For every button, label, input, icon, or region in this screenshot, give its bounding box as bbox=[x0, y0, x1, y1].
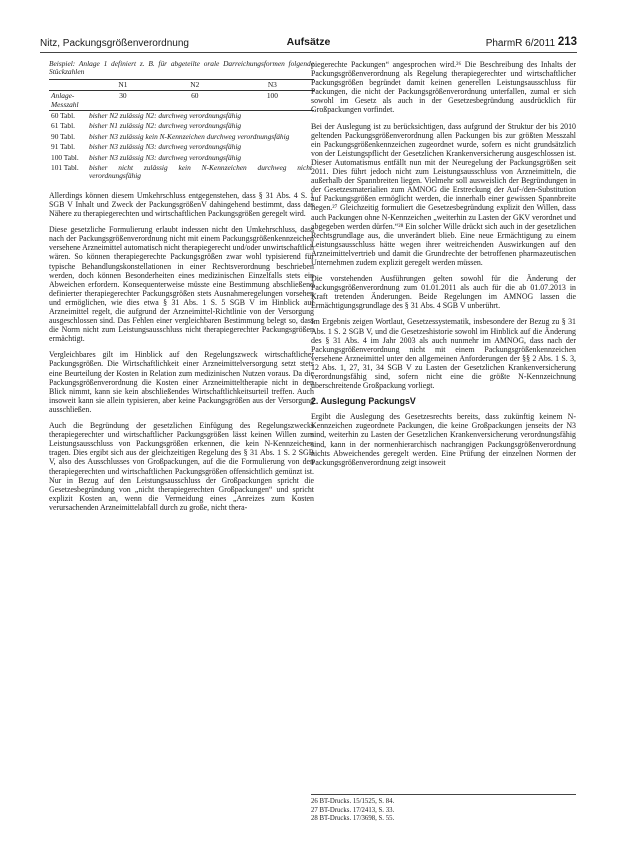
header-section: Aufsätze bbox=[286, 36, 331, 48]
table-cell-quantity: 60 Tabl. bbox=[51, 111, 75, 121]
table-cell-status: bisher N3 zulässig N3: durchweg verordnungsfähig bbox=[89, 142, 242, 152]
table-cell-quantity: 101 Tabl. bbox=[51, 163, 79, 173]
body-paragraph: Die vorstehenden Ausführungen gelten sowohl für die Änderung der Packungsgrößenverordnung zum 01.01.2011 als auch für die ab 01.07.2013 in Kraft tretenden Änderungen. Beide Regelungen im AMNOG lassen die Ermächtigungsgrundlage des § 31 Abs. 4 SGB V unberührt. bbox=[311, 274, 576, 311]
table-cell-quantity: 91 Tabl. bbox=[51, 142, 75, 152]
page-number: 213 bbox=[557, 36, 577, 48]
table-row bbox=[49, 111, 314, 122]
table-caption: Beispiel: Anlage 1 definiert z. B. für abgeteilte orale Darreichungsformen folgende Stückzahlen bbox=[49, 59, 314, 77]
body-paragraph: Ergibt die Auslegung des Gesetzesrechts bereits, dass zukünftig keinem N-Kennzeichen zugeordnete Packungen, die keine Großpackungen jenseits der N3 sind, weiterhin zu Lasten der Gesetzlichen Krankenversicherung verordnungsfähig sind, kann in der normenhierarchisch nachrangigen Packungsgrößenverordnung nichts Abweichendes geregelt werden. Eine Prüfung der einzelnen Normen der Packungsgrößenverordnung zeigt insoweit bbox=[311, 412, 576, 467]
table-cell-label: Anlage-Messzahl bbox=[49, 91, 87, 111]
body-paragraph: Vergleichbares gilt im Hinblick auf den Regelungszweck wirtschaftlicher Packungsgrößen. Die Wirtschaftlichkeit einer Arzneimittelversorgung setzt stets eine Beurteilung der Kosten in Relation zum medizinischen Nutzen voraus. Da die Packungsgrößenverordnung die Kosten einer Arzneimitteltherapie nicht in den Blick nimmt, kann sie kein abschließendes Wirtschaftlichkeitsurteil treffen. Auch insoweit kann sie allein typisieren, aber keine Packungsgrößen aus der Versorgung ausschließen. bbox=[49, 350, 314, 414]
table-cell-quantity: 100 Tabl. bbox=[51, 152, 79, 162]
body-paragraph: Bei der Auslegung ist zu berücksichtigen, dass aufgrund der Struktur der bis 2010 geltenden Packungsgrößenverordnung allen Packungen bis zur größten Messzahl ein Packungsgrößenkennzeichen zugeordnet wurde, sofern es nicht grundsätzlich von der Leistungspflicht der Gesetzlichen Krankenversicherung ausgeschlossen ist. Dieser Automatismus entfällt nun mit der Neuregelung der Packungsgrößen seit 2011. Dies führt jedoch nicht zum Leistungsausschluss von Arzneimitteln, die außerhalb der Spannbreiten liegen. Vielmehr soll ausweislich der Begründungen in der Gesetzesmaterialien zum AMNOG die Erstreckung der Auf-/den-Substitution auf Packungsgrößen ermöglicht werden, die innerhalb einer gewissen Spannbreite liegen.²⁷ Gleichzeitig formuliert die Gesetzesbegründung explizit den Willen, dass auch Packungen ohne N-Kennzeichen „weiterhin zu Lasten der GKV verordnet und abgegeben werden dürfen.“²⁸ Ein solcher Wille drückt sich auch in der gesetzlichen Rechtsgrundlage aus, die unverändert blieb. Eine neue Ermächtigung zu einem Leistungsausschluss hätte wegen ihrer weitreichenden Auswirkungen auf den Arzneimittelvertrieb und damit die Grundrechte der betroffenen pharmazeutischen Unternehmen zudem explizit geregelt werden müssen. bbox=[311, 121, 576, 267]
table-header-empty bbox=[49, 79, 87, 90]
footnotes bbox=[311, 794, 576, 824]
table-cell-status: bisher nicht zulässig kein N-Kennzeichen durchweg nicht verordnungsfähig bbox=[89, 163, 312, 181]
table-row bbox=[49, 153, 314, 163]
left-column bbox=[49, 60, 314, 519]
header-author-title: Nitz, Packungsgrößenverordnung bbox=[40, 38, 189, 49]
body-paragraph: Allerdings können diesem Umkehrschluss entgegenstehen, dass § 31 Abs. 4 S. 1 SGB V Inhalt und Zweck der PackungsgrößenV dahingehend bestimmt, dass das Nähere zu therapiegerechten und wirtschaftlichen Packungsgrößen geregelt wird. bbox=[49, 190, 314, 219]
table-cell-status: bisher N3 zulässig kein N-Kennzeichen durchweg verordnungsfähig bbox=[89, 131, 290, 141]
table-header-n1: N1 bbox=[87, 79, 159, 90]
table-row bbox=[49, 142, 314, 152]
body-paragraph: piegerechte Packungen“ angesprochen wird.²⁶ Die Beschreibung des Inhalts der Packungsgrößenverordnung als Regelung therapiegerechter und wirtschaftlicher Packungsgrößen begründet damit keinen generellen Leistungsausschluss für Packungen, die nicht der Packungsgrößenverordnung unterfallen, zumal er sich sowohl im Gesetz als auch in der Gesetzesbegründung ausdrücklich für Großpackungen vorfindet. bbox=[311, 60, 576, 115]
body-paragraph: Diese gesetzliche Formulierung erlaubt indessen nicht den Umkehrschluss, dass nach der Packungsgrößenverordnung nicht mit einem Packungsgrößenkennzeichen versehene Arzneimittel automatisch nicht therapiegerecht und/oder unwirtschaftlich wären. So können therapiegerechte Packungsgrößen zwar wohl typisierend für typische Behandlungskonstellationen in einer Rechtsverordnung beschrieben werden, doch können Besonderheiten eines medizinischen Einzelfalls stets ein Abweichen erfordern. Konsequenterweise müsste eine Bestimmung abschließend definierter therapiegerechter Packungsgrößen stets Ausnahmeregelungen vorsehen und ermöglichen, wie dies etwa § 31 Abs. 1 S. 5 SGB V im Hinblick auf Arzneimittel regelt, die aufgrund der Arzneimittel-Richtlinie von der Versorgung ausgeschlossen sind. Das Fehlen einer vergleichbaren Bestimmung belegt so, dass die Norm nicht zum Leistungsausschluss nicht therapiegerechter Packungsgrößen ermächtigt. bbox=[49, 225, 314, 344]
table-cell-status: bisher N2 zulässig N2: durchweg verordnungsfähig bbox=[89, 111, 242, 121]
section-heading: 2. Auslegung PackungsV bbox=[311, 396, 416, 407]
table-header-n2: N2 bbox=[159, 79, 231, 90]
running-header bbox=[40, 36, 577, 53]
right-column bbox=[311, 60, 576, 474]
table-cell-status: bisher N1 zulässig N2: durchweg verordnungsfähig bbox=[89, 121, 242, 131]
body-paragraph: Im Ergebnis zeigen Wortlaut, Gesetzessystematik, insbesondere der Bezug zu § 31 Abs. 1 S. 2 SGB V, und die Gesetzeshistorie sowohl im Hinblick auf die Änderung des § 31 Abs. 4 im Jahr 2003 als auch nunmehr im AMNOG, dass nach der Packungsgrößenverordnung nicht mit einem Packungsgrößenkennzeichen versehene Arzneimittel unter den allgemeinen Anforderungen der §§ 2 Abs. 1 S. 3, 12 Abs. 1, 27, 31, 34 SGB V zu Lasten der Gesetzlichen Krankenversicherung verordnungsfähig sind, sofern nicht eine die größte N-Kennzeichnung überschreitende Großpackung vorliegt. bbox=[311, 317, 576, 391]
table-cell-n3: 100 bbox=[231, 91, 314, 111]
body-paragraph: Auch die Begründung der gesetzlichen Einfügung des Regelungszwecks therapiegerechter und wirtschaftlicher Packungsgrößen lässt keinen Willen zum Leistungsausschluss von Packungsgrößen erkennen, die kein N-Kennzeichen tragen. Dies ergibt sich aus der gleichzeitigen Regelung des § 31 Abs. 1 S. 2 SGB V, also des Ausschlusses von Großpackungen, auf die die Formulierung von den therapiegerechten und wirtschaftlichen Packungsgrößen offensichtlich gemünzt ist. Nur in Bezug auf den Leistungsausschluss der Großpackungen spricht die Gesetzesbegründung von „nicht therapiegerechten Großpackungen“ und spricht explizit Kosten an, wenn die Vermeidung eines „Anreizes zum Kosten verursachenden Arzneimittelabfall durch zu große, nicht thera- bbox=[49, 421, 314, 512]
package-size-table bbox=[49, 79, 314, 182]
header-journal-issue: PharmR 6/2011 bbox=[485, 38, 555, 49]
table-row bbox=[49, 91, 314, 111]
table-header-n3: N3 bbox=[231, 79, 314, 90]
footnote: 26 BT-Drucks. 15/1525, S. 84. bbox=[311, 798, 395, 805]
table-row bbox=[49, 163, 314, 182]
table-cell-n2: 60 bbox=[159, 91, 231, 111]
table-cell-status: bisher N3 zulässig N3: durchweg verordnungsfähig bbox=[89, 152, 242, 162]
footnote: 28 BT-Drucks. 17/3698, S. 55. bbox=[311, 815, 395, 823]
table-cell-quantity: 90 Tabl. bbox=[51, 131, 75, 141]
table-cell-n1: 30 bbox=[87, 91, 159, 111]
table-row bbox=[49, 132, 314, 142]
footnote: 27 BT-Drucks. 17/2413, S. 33. bbox=[311, 806, 395, 814]
table-row bbox=[49, 121, 314, 131]
table-cell-quantity: 61 Tabl. bbox=[51, 121, 75, 131]
